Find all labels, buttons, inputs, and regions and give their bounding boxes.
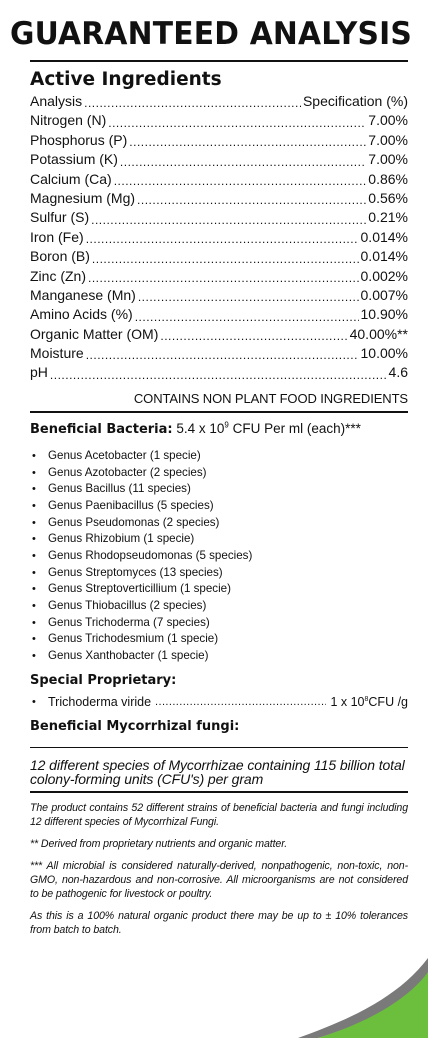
leader-dots bbox=[92, 252, 359, 267]
proprietary-value: 1 x $10^8CFU$ /g bbox=[330, 694, 408, 709]
beneficial-bacteria-line bbox=[30, 419, 408, 440]
bullet: • bbox=[32, 616, 36, 629]
ingredient-row bbox=[30, 150, 408, 169]
ingredient-label: Phosphorus (P) bbox=[30, 131, 128, 148]
list-item bbox=[30, 598, 408, 615]
ingredient-value: 0.002% bbox=[360, 267, 408, 284]
genus-name: Genus Pseudomonas (2 species) bbox=[48, 515, 220, 529]
ingredient-value: 7.00% bbox=[368, 131, 408, 148]
genus-name: Genus Trichodesmium (1 specie) bbox=[48, 632, 219, 646]
note-strains: The product contains 52 different strains of beneficial bacteria and fungi including 12 different species of Mycorrhizal Fungi. bbox=[30, 801, 408, 828]
bullet: • bbox=[32, 633, 36, 646]
genus-name: Genus Xanthobacter (1 specie) bbox=[48, 649, 209, 663]
list-item bbox=[30, 531, 408, 548]
ingredient-label: Nitrogen (N) bbox=[30, 112, 107, 129]
genus-name: Genus Streptoverticillium (1 specie) bbox=[48, 582, 231, 596]
ingredient-row bbox=[30, 208, 408, 227]
leader-dots bbox=[120, 155, 366, 170]
ingredient-value: 10.90% bbox=[360, 306, 408, 323]
ingredient-row bbox=[30, 170, 408, 189]
leader-dots bbox=[138, 290, 359, 305]
bullet: • bbox=[32, 600, 36, 613]
ingredient-row bbox=[30, 131, 408, 150]
bacteria-count-prefix: 5.4 x 10 bbox=[176, 420, 225, 436]
ingredient-value: 7.00% bbox=[368, 151, 408, 168]
ingredient-row bbox=[30, 363, 408, 382]
list-item bbox=[30, 515, 408, 532]
ingredient-label: Calcium (Ca) bbox=[30, 170, 112, 187]
ingredient-row bbox=[30, 189, 408, 208]
note-microbial: *** All microbial is considered naturally-derived, nonpathogenic, non-toxic, non-GMO, non-hazardous and non-corrosive. All microorganisms are not considered to be pathogenic for livestock or poultry. bbox=[30, 859, 408, 900]
ingredient-label: Manganese (Mn) bbox=[30, 286, 136, 303]
ingredient-value: 0.007% bbox=[360, 286, 408, 303]
bullet: • bbox=[32, 566, 36, 579]
bullet: • bbox=[32, 466, 36, 479]
leader-dots bbox=[86, 232, 359, 247]
ingredient-label: Amino Acids (%) bbox=[30, 306, 133, 323]
leader-dots bbox=[137, 193, 366, 208]
beneficial-bacteria-label: Beneficial Bacteria: bbox=[30, 421, 173, 437]
mycorrhizal-text: 12 different species of Mycorrhizae containing 115 billion total colony-forming units (CFU's) per gram bbox=[30, 758, 408, 793]
ingredient-value: 4.6 bbox=[388, 364, 408, 381]
leader-dots bbox=[91, 213, 366, 228]
ingredient-value: 0.56% bbox=[368, 189, 408, 206]
list-item bbox=[30, 481, 408, 498]
list-item bbox=[30, 448, 408, 465]
analysis-panel bbox=[30, 62, 408, 937]
proprietary-item: Trichoderma viride bbox=[48, 694, 152, 709]
analysis-header-value: Specification (%) bbox=[302, 92, 408, 109]
list-item bbox=[30, 615, 408, 632]
genus-name: Genus Bacillus (11 species) bbox=[48, 482, 191, 496]
leader-dots bbox=[129, 135, 366, 150]
ingredient-label: Iron (Fe) bbox=[30, 228, 84, 245]
genus-name: Genus Azotobacter (2 species) bbox=[48, 465, 207, 479]
mycorrhizal-heading: Beneficial Mycorrhizal fungi: bbox=[30, 718, 240, 734]
leader-dots bbox=[114, 174, 367, 189]
ingredient-label: Potassium (K) bbox=[30, 151, 118, 168]
leader-dots bbox=[135, 310, 359, 325]
bullet: • bbox=[32, 533, 36, 546]
ingredient-value: 40.00%** bbox=[349, 325, 408, 342]
proprietary-item-row bbox=[30, 693, 408, 711]
ingredient-label: Boron (B) bbox=[30, 248, 90, 265]
note-derived: ** Derived from proprietary nutrients and organic matter. bbox=[30, 837, 288, 850]
analysis-header-row bbox=[30, 92, 408, 111]
ingredient-label: Organic Matter (OM) bbox=[30, 325, 159, 342]
ingredient-row bbox=[30, 286, 408, 305]
bacteria-count-exponent: 9 bbox=[224, 420, 229, 430]
ingredient-row bbox=[30, 267, 408, 286]
bullet: • bbox=[32, 483, 36, 496]
list-item bbox=[30, 631, 408, 648]
leader-dots bbox=[50, 368, 387, 383]
ingredient-row bbox=[30, 247, 408, 266]
list-item bbox=[30, 565, 408, 582]
bullet: • bbox=[32, 695, 36, 708]
leader-dots bbox=[88, 271, 359, 286]
ingredient-row bbox=[30, 111, 408, 130]
genus-name: Genus Rhodopseudomonas (5 species) bbox=[48, 548, 253, 562]
genus-name: Genus Acetobacter (1 specie) bbox=[48, 448, 201, 462]
genus-name: Genus Paenibacillus (5 species) bbox=[48, 498, 214, 512]
leader-dots bbox=[86, 348, 359, 363]
genus-name: Genus Streptomyces (13 species) bbox=[48, 565, 223, 579]
bacteria-genus-list bbox=[30, 448, 408, 665]
genus-name: Genus Trichoderma (7 species) bbox=[48, 615, 210, 629]
list-item bbox=[30, 648, 408, 665]
ingredient-label: Sulfur (S) bbox=[30, 209, 90, 226]
mycorrhizal-rule bbox=[30, 747, 408, 748]
leader-dots bbox=[108, 116, 366, 131]
note-tolerance: As this is a 100% natural organic product there may be up to ± 10% tolerances from batch to batch. bbox=[30, 909, 408, 936]
leader-dots bbox=[160, 329, 347, 344]
ingredient-row bbox=[30, 344, 408, 363]
genus-name: Genus Thiobacillus (2 species) bbox=[48, 599, 207, 613]
special-proprietary-heading: Special Proprietary: bbox=[30, 672, 177, 688]
bullet: • bbox=[32, 449, 36, 462]
genus-name: Genus Rhizobium (1 specie) bbox=[48, 532, 195, 546]
bullet: • bbox=[32, 583, 36, 596]
list-item bbox=[30, 498, 408, 515]
page-title: GUARANTEED ANALYSIS bbox=[10, 16, 413, 52]
leader-dots bbox=[84, 96, 301, 111]
analysis-header-label: Analysis bbox=[30, 92, 83, 109]
bullet: • bbox=[32, 549, 36, 562]
ingredient-value: 10.00% bbox=[360, 345, 408, 362]
ingredient-value: 0.014% bbox=[360, 248, 408, 265]
bacteria-count-suffix: CFU Per ml (each)*** bbox=[232, 420, 361, 436]
ingredient-label: Magnesium (Mg) bbox=[30, 189, 136, 206]
ingredient-value: 0.014% bbox=[360, 228, 408, 245]
leader-dots bbox=[155, 693, 326, 711]
bullet: • bbox=[32, 499, 36, 512]
ingredient-value: 7.00% bbox=[368, 112, 408, 129]
bullet: • bbox=[32, 516, 36, 529]
bullet: • bbox=[32, 650, 36, 663]
ingredient-label: Moisture bbox=[30, 345, 84, 362]
ingredient-value: 0.21% bbox=[368, 209, 408, 226]
ingredient-value: 0.86% bbox=[368, 170, 408, 187]
ingredient-label: pH bbox=[30, 364, 48, 381]
ingredient-label: Zinc (Zn) bbox=[30, 267, 86, 284]
active-ingredients-heading: Active Ingredients bbox=[30, 69, 222, 90]
active-ingredients-list bbox=[30, 111, 408, 382]
ingredient-row bbox=[30, 228, 408, 247]
list-item bbox=[30, 548, 408, 565]
corner-swoosh-graphic bbox=[258, 938, 428, 1038]
non-plant-food-notice: CONTAINS NON PLANT FOOD INGREDIENTS bbox=[30, 389, 408, 413]
list-item bbox=[30, 581, 408, 598]
ingredient-row bbox=[30, 325, 408, 344]
ingredient-row bbox=[30, 305, 408, 324]
list-item bbox=[30, 465, 408, 482]
